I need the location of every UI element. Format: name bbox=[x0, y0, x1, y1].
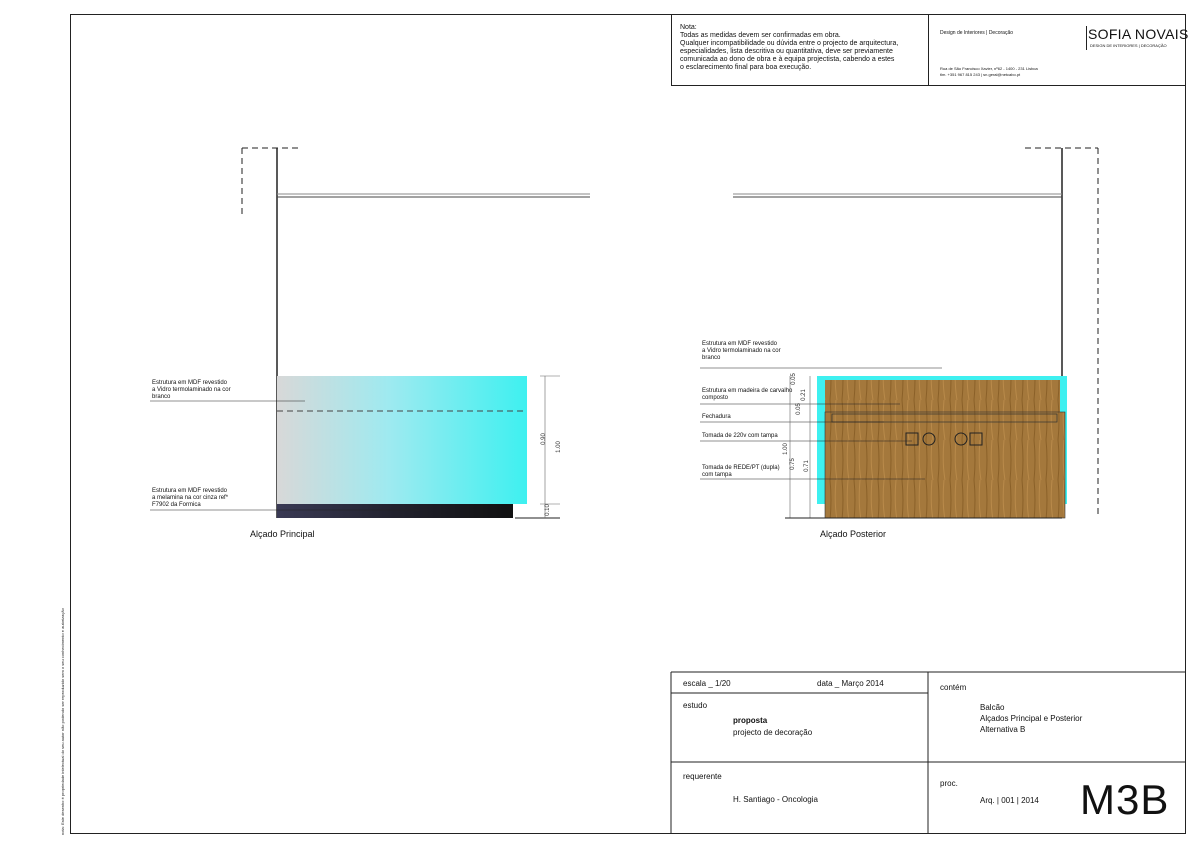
brand-name: SOFIA NOVAIS bbox=[1088, 26, 1189, 42]
label-line: branco bbox=[152, 394, 171, 400]
dimension-label: 0.90 bbox=[540, 433, 547, 445]
date-text: data _ Março 2014 bbox=[817, 679, 884, 688]
requester-label: requerente bbox=[683, 772, 722, 781]
label-line: Estrutura em MDF revestido bbox=[702, 341, 778, 347]
proc-number: Arq. | 001 | 2014 bbox=[980, 796, 1039, 805]
label-plinth bbox=[152, 488, 228, 509]
caption-posterior: Alçado Posterior bbox=[820, 529, 887, 539]
brand-subtitle: DESIGN DE INTERIORES | DECORAÇÃO bbox=[1090, 43, 1167, 48]
posterior-elevation bbox=[700, 148, 1098, 518]
dimension-label: 0.75 bbox=[789, 458, 796, 470]
label-line: composto bbox=[702, 395, 729, 401]
dimension-label: 0.05 bbox=[790, 373, 797, 385]
label-socket-network bbox=[702, 465, 780, 479]
label-socket-220v: Tomada de 220v com tampa bbox=[702, 433, 778, 439]
label-line: F7902 da Formica bbox=[152, 502, 201, 508]
study-description: projecto de decoração bbox=[733, 728, 813, 737]
brand-services: Design de Interiores | Decoração bbox=[940, 30, 1014, 36]
sheet-code: M3B bbox=[1080, 776, 1170, 823]
label-line: com tampa bbox=[702, 472, 732, 478]
study-label: estudo bbox=[683, 701, 708, 710]
note-line: Qualquer incompatibilidade ou dúvida entre o projecto de arquitectura, bbox=[680, 40, 899, 47]
contains-line: Balcão bbox=[980, 703, 1005, 712]
contact-line: tlm. +351 967 815 243 | sn.geral@netcabo.pt bbox=[940, 72, 1021, 77]
study-title: proposta bbox=[733, 716, 768, 725]
label-line: branco bbox=[702, 355, 721, 361]
copyright-side-note: nota: Este desenho é propriedade intelectual do seu autor não podendo ser reproduzido sem o seu conhecimento e autorização bbox=[60, 608, 65, 835]
label-glass-panel bbox=[702, 341, 781, 362]
dimension-label: 0.05 bbox=[795, 403, 802, 415]
note-line: especialidades, lista descritiva ou quantitativa, deve ser previamente bbox=[680, 48, 893, 55]
contains-label: contém bbox=[940, 683, 967, 692]
label-line: a Vidro termolaminado na cor bbox=[152, 387, 231, 393]
proc-label: proc. bbox=[940, 779, 958, 788]
plinth bbox=[277, 504, 513, 518]
dimension-label: 0.21 bbox=[800, 389, 807, 401]
label-line: a melamina na cor cinza ref* bbox=[152, 495, 229, 501]
dimension-label: 0.10 bbox=[544, 504, 551, 516]
principal-elevation bbox=[150, 148, 590, 518]
glass-panel bbox=[277, 376, 527, 504]
label-line: a Vidro termolaminado na cor bbox=[702, 348, 781, 354]
label-glass-panel bbox=[152, 380, 231, 401]
label-line: Estrutura em MDF revestido bbox=[152, 380, 228, 386]
oak-top-panel bbox=[825, 380, 1060, 416]
note-line: o esclarecimento final para boa execução. bbox=[680, 64, 812, 71]
dimension-label: 1.00 bbox=[782, 443, 789, 455]
dimension-label: 0.71 bbox=[803, 460, 810, 472]
label-lock: Fechadura bbox=[702, 414, 731, 420]
note-line: comunicada ao dono de obra e à equipa projectista, cabendo a estes bbox=[680, 56, 895, 63]
label-oak-structure bbox=[702, 388, 792, 402]
label-line: Estrutura em madeira de carvalho bbox=[702, 388, 793, 394]
contains-line: Alternativa B bbox=[980, 725, 1026, 734]
oak-body bbox=[825, 412, 1065, 518]
label-line: Estrutura em MDF revestido bbox=[152, 488, 228, 494]
note-title: Nota: bbox=[680, 24, 697, 31]
scale-text: escala _ 1/20 bbox=[683, 679, 731, 688]
label-line: Tomada de REDE/PT (dupla) bbox=[702, 465, 780, 471]
address-line: Rua de São Francisco Xavier, nº62 - 1400 - 231 Lisboa bbox=[940, 66, 1038, 71]
contains-line: Alçados Principal e Posterior bbox=[980, 714, 1083, 723]
caption-principal: Alçado Principal bbox=[250, 529, 315, 539]
note-line: Todas as medidas devem ser confirmadas em obra. bbox=[680, 32, 841, 39]
dimension-label: 1.00 bbox=[555, 441, 562, 453]
requester-name: H. Santiago - Oncologia bbox=[733, 795, 818, 804]
